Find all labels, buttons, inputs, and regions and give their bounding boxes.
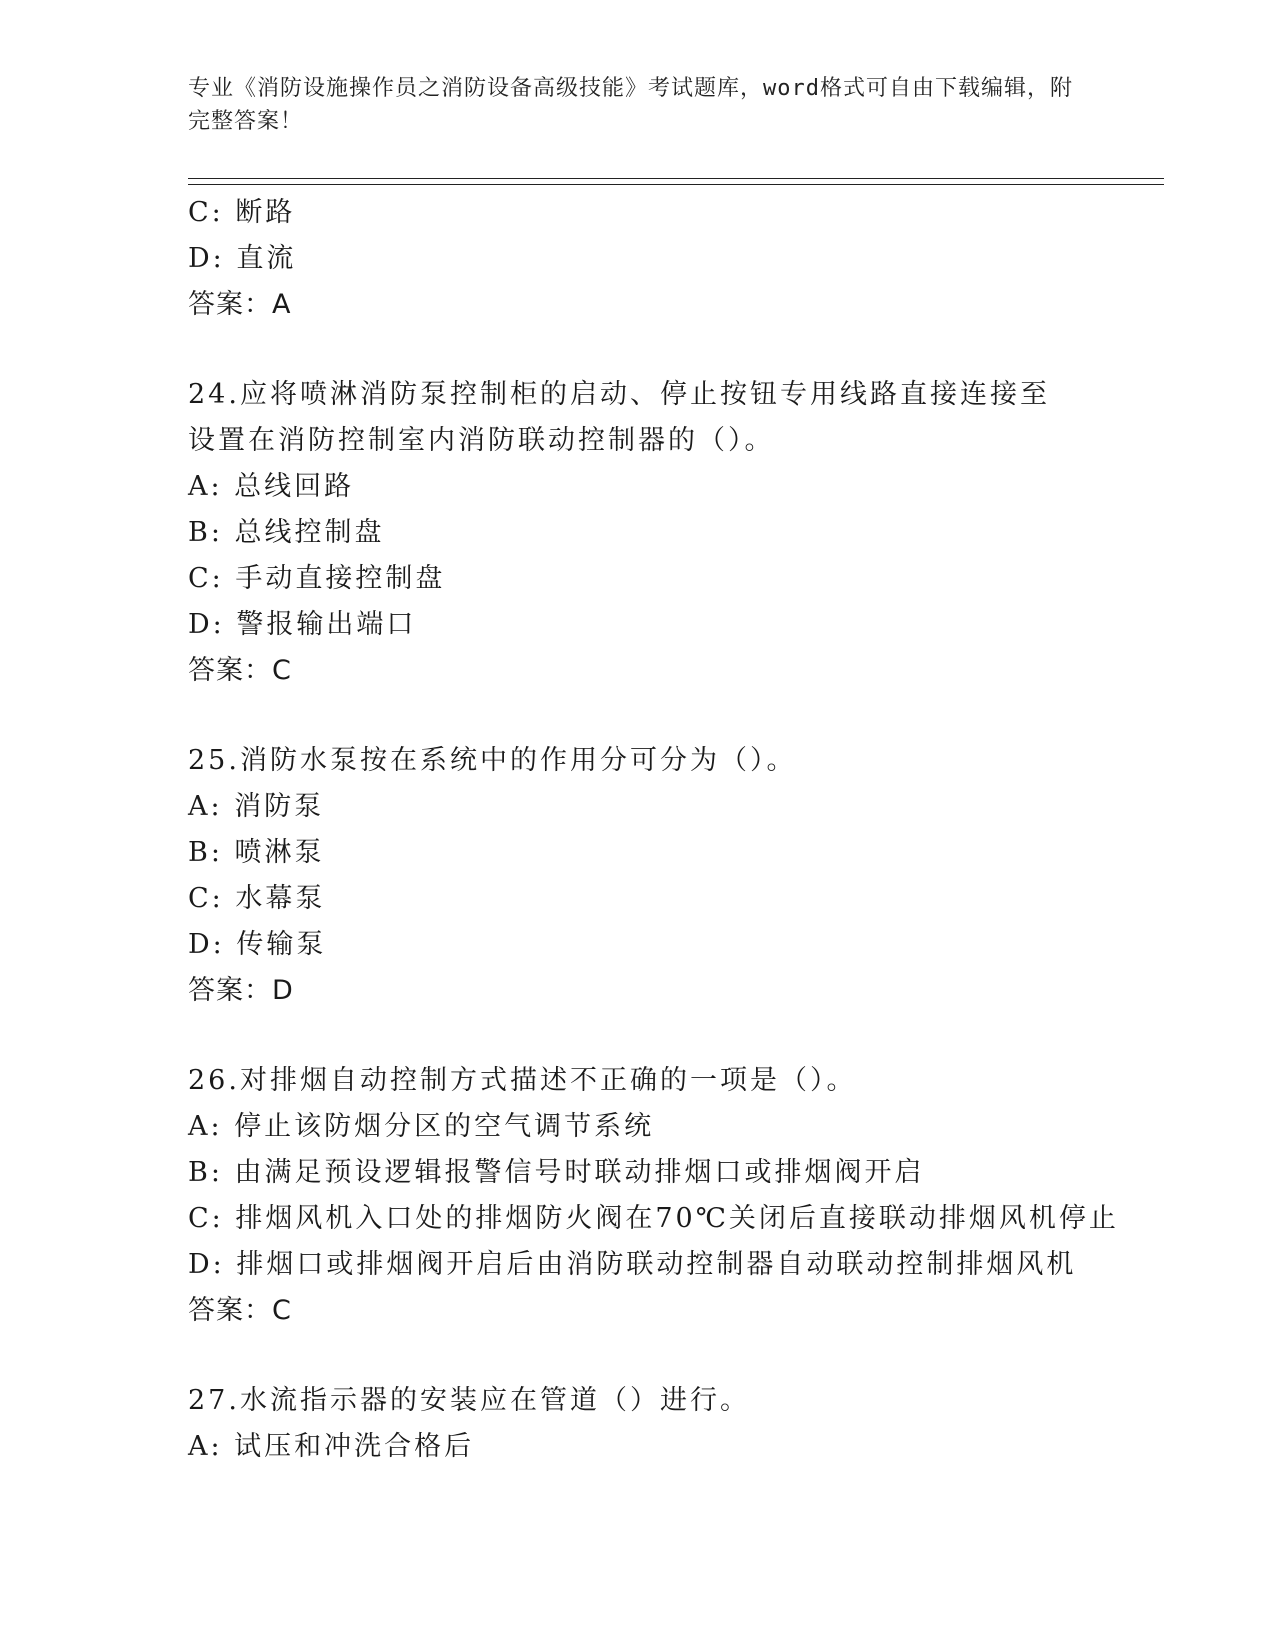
option-d: D: 传输泵: [188, 929, 327, 960]
question-text: 25.消防水泵按在系统中的作用分可分为（）。: [188, 745, 797, 776]
option-c: C: 水幕泵: [188, 883, 326, 914]
option-c: C: 断路: [188, 197, 296, 228]
header-rule-bottom: [188, 184, 1164, 185]
option-b: B: 总线控制盘: [188, 517, 385, 548]
question-text: 24.应将喷淋消防泵控制柜的启动、停止按钮专用线路直接连接至设置在消防控制室内消防联动控制器的（）。: [188, 379, 1050, 456]
document-header: 专业《消防设施操作员之消防设备高级技能》考试题库，word格式可自由下载编辑，附完整答案！: [188, 76, 1073, 134]
option-a: A: 总线回路: [188, 471, 355, 502]
option-d: D: 直流: [188, 243, 297, 274]
option-b: B: 喷淋泵: [188, 837, 325, 868]
question-27: [188, 1378, 1148, 1470]
question-25: [188, 738, 1148, 1014]
question-24: [188, 372, 1148, 694]
question-26: [188, 1058, 1148, 1334]
option-c: C: 排烟风机入口处的排烟防火阀在70℃关闭后直接联动排烟风机停止: [188, 1203, 1119, 1234]
option-a: A: 停止该防烟分区的空气调节系统: [188, 1111, 655, 1142]
header-rule-top: [188, 178, 1164, 179]
answer: 答案：C: [188, 1295, 292, 1326]
question-text: 26.对排烟自动控制方式描述不正确的一项是（）。: [188, 1065, 857, 1096]
question-23-tail: [188, 190, 1148, 328]
answer: 答案：D: [188, 975, 294, 1006]
question-list: [188, 190, 1148, 1470]
option-a: A: 试压和冲洗合格后: [188, 1431, 475, 1462]
option-b: B: 由满足预设逻辑报警信号时联动排烟口或排烟阀开启: [188, 1157, 925, 1188]
option-a: A: 消防泵: [188, 791, 325, 822]
answer: 答案：A: [188, 289, 292, 320]
option-d: D: 警报输出端口: [188, 609, 417, 640]
answer: 答案：C: [188, 655, 292, 686]
option-d: D: 排烟口或排烟阀开启后由消防联动控制器自动联动控制排烟风机: [188, 1249, 1077, 1280]
question-text: 27.水流指示器的安装应在管道（）进行。: [188, 1385, 750, 1416]
option-c: C: 手动直接控制盘: [188, 563, 446, 594]
